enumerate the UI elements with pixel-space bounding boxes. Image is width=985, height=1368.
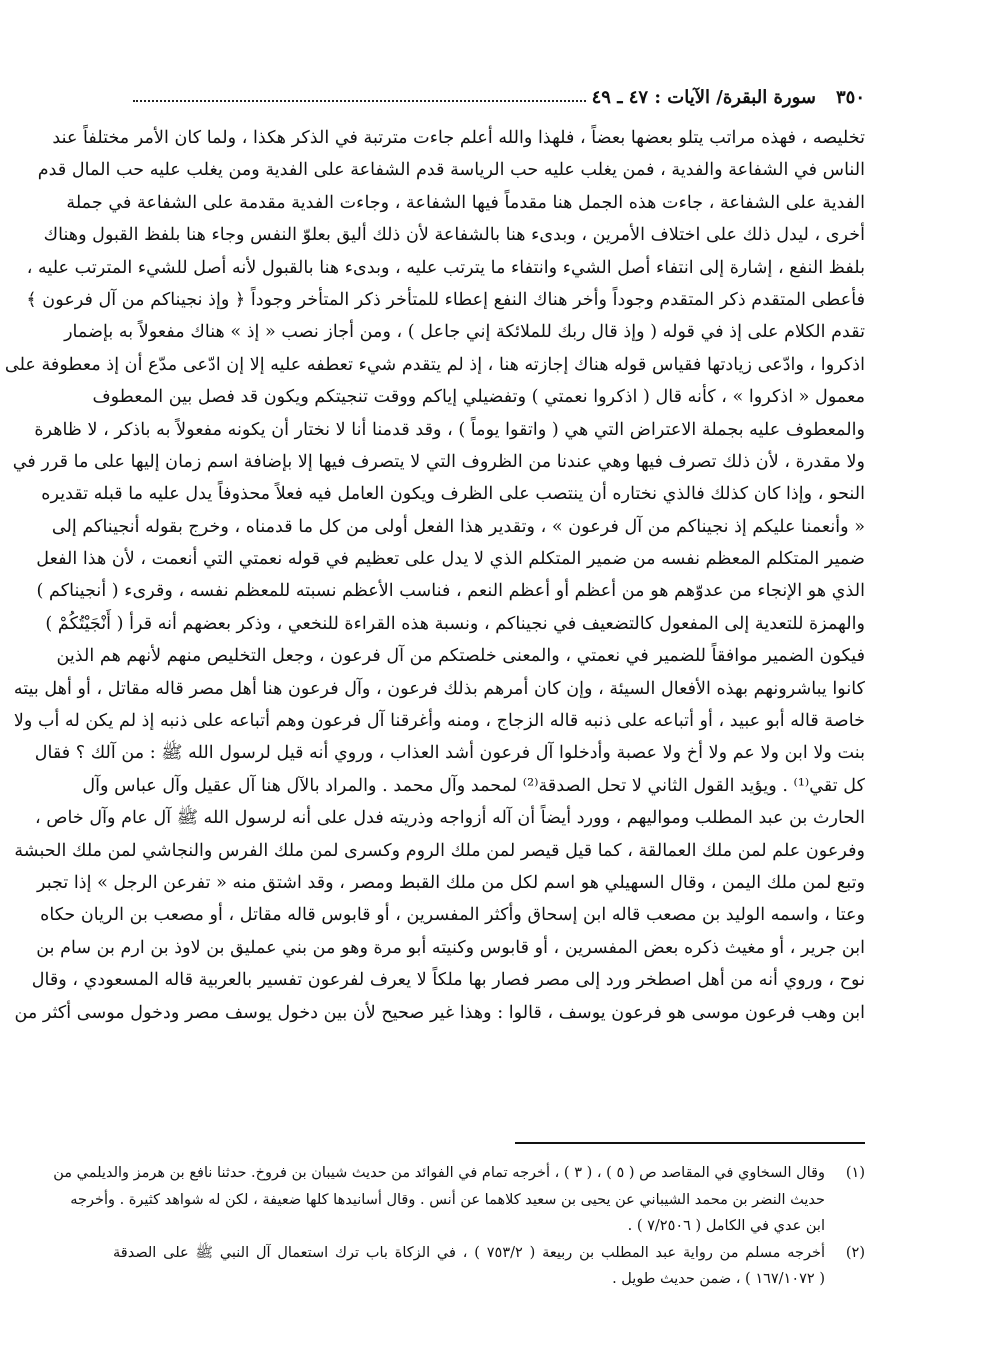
text-line: النحو ، وإذا كان كذلك فالذي نختاره أن ينتصب على الظرف ويكون العامل فيه فعلاً محذوفاً يدل عليه ما قبله تقديره [41,484,865,505]
text-line: « وأنعمنا عليكم إذ نجيناكم من آل فرعون » ، وتقدير هذا الفعل أولى من كل ما قدمناه ، وخرج بقوله أنجيناكم إلى [51,516,865,537]
footnote-line: ابن عدي في الكامل ( ٧/٢٥٠٦ ) . [627,1218,825,1234]
footnote-line: ( ١٦٧/١٠٧٢ ) ، ضمن حديث طويل . [612,1271,825,1287]
page-number: ٣٥٠ [835,86,865,108]
footnote-text [53,1160,825,1240]
text-line: والمعطوف عليه بجملة الاعتراض التي هي ( واتقوا يوماً ) ، وقد قدمنا أنا لا نختار أن يكونه مفعولاً به باذكر ، لا ظاهرة [34,419,865,440]
text-line: خاصة قاله أبو عبيد ، أو أتباعه على ذنبه قاله الزجاج ، ومنه وأغرقنا آل فرعون وهم أتباعه على ذنبه إذ لم يكن له أب ولا [13,711,865,732]
text-line: الفدية على الشفاعة ، جاءت هذه الجمل هنا مقدماً فيها الشفاعة ، وجاءت الفدية مقدمة على الشفاعة في جملة [66,192,865,213]
footnote-number: (١) [845,1165,865,1181]
text-line: فيكون الضمير موافقاً للضمير في نعمتي ، والمعنى خلصتكم من آل فرعون ، وجعل التخليص منهم لأنهم هم الذين [56,646,865,667]
text-line: تقدم الكلام على إذ في قوله ( وإذ قال ربك للملائكة إني جاعل ) ، ومن أجاز نصب « إذ » هناك مفعولاً به بإضمار [64,322,865,343]
text-line: ابن جرير ، أو مغيث ذكره بعض المفسرين ، أو قابوس وكنيته أبو مرة وهو من بني عمليق بن لاوذ بن ارم بن سام بن [36,937,865,958]
text-line: تخليصه ، فهذه مراتب يتلو بعضها بعضاً ، فلهذا والله أعلم جاءت مترتبة في الذكر هكذا ، ولما كان الأمر مختلفاً عند [52,128,865,148]
footnote-line: وقال السخاوي في المقاصد ص ( ٥ ) ، ( ٣ ) ، أخرجه تمام في الفوائد من حديث شيبان بن فروخ. حدثنا نافع بن هرمز والديلمي من [53,1165,825,1181]
text-line: اذكروا ، وادّعى زيادتها فقياس قوله هناك إجازته هنا ، إذ لم يتقدم شيء تعطفه عليه إلا إن ادّعى مدّع أن إذ معطوفة على [4,354,865,375]
footnotes [53,1160,865,1293]
text-line: الحارث بن عبد المطلب ومواليهم ، وورد أيضاً أن آله أزواجه وذريته فدل على أنه لرسول الله ﷺ آل عام وآل خاص ، [34,808,865,829]
text-line: فأعطى المتقدم ذكر المتقدم وجوداً وأخر هناك النفع إعطاء للمتأخر ذكر المتأخر وجوداً ﴿ وإذ نجيناكم من آل فرعون ﴾ [26,289,865,310]
text-line: والهمزة للتعدية إلى المفعول كالتضعيف في نجيناكم ، ونسبة هذه القراءة للنخعي ، وذكر بعضهم أنه قرأ ( أَنْجَيْتُكُمْ ) [45,613,865,634]
text-line: وعتا ، واسمه الوليد بن مصعب قاله ابن إسحاق وأكثر المفسرين ، أو قابوس قاله مقاتل ، أو مصعب بن الريان حكاه [40,905,865,926]
main-text [4,122,865,1029]
text-line: بنت ولا ابن ولا عم ولا أخ ولا عصبة وأدخلوا آل فرعون أشد العذاب ، وروي أنه قيل لرسول الله ﷺ : من آلك ؟ فقال [34,743,865,764]
footnote [113,1240,865,1293]
text-line: نوح ، وروي أنه من أهل اصطخر ورد إلى مصر فصار بها ملكاً لا يعرف لفرعون تفسير بالعربية قاله المسعودي ، وقال [31,970,865,991]
footnote-line: حديث النضر بن محمد الشيباني عن يحيى بن سعيد كلاهما عن أنس . وقال أسانيدها كلها ضعيفة ، لكن له شواهد كثيرة . وأخرجه [70,1191,825,1208]
footnote-text [113,1240,825,1293]
header-dot-leader [133,100,586,102]
text-line: ولا مقدرة ، لأن ذلك تصرف فيها وهي عندنا من الظروف التي لا يتصرف فيها إلا بإضافة اسم زمان إليها على ما قرر في [12,451,865,472]
footnote-separator [515,1142,865,1144]
page-header [127,84,865,110]
running-title: سورة البقرة/ الآيات : ٤٧ ـ ٤٩ [591,86,816,108]
text-line: معمول « اذكروا » ، كأنه قال ( اذكروا نعمتي ) وتفضيلي إياكم ووقت تنجيتكم ويكون قد فصل بين المعطوف [92,387,865,408]
text-line: وتبع لمن ملك اليمن ، وقال السهيلي هو اسم لكل من ملك القبط ومصر ، وقد اشتق منه « تفرعن الرجل » إذا تجبر [37,872,865,893]
text-line: بلفظ النفع ، إشارة إلى انتفاء أصل الشيء وانتفاء ما يترتب عليه ، وبدىء هنا بالقبول لأنه أصل للشيء المترتب عليه ، [26,257,865,278]
text-line: ضمير المتكلم المعظم نفسه من ضمير المتكلم الذي لا يدل على تعظيم في قوله نعمتي التي أنعمت ، لأن هذا الفعل [36,549,865,570]
text-line: وفرعون علم لمن ملك العمالقة ، كما قيل قيصر لمن ملك الروم وكسرى لمن ملك الفرس والنجاشي لمن ملك الحبشة [14,840,865,861]
text-line: كل تقي⁽¹⁾ . ويؤيد القول الثاني لا تحل الصدقة⁽²⁾ لمحمد وآل محمد . والمراد بالآل هنا آل عقيل وآل عباس وآل [82,775,865,796]
text-line: الذي هو الإنجاء من عدوّهم هو من أعظم أو أعظم النعم ، فناسب الأعظم نسبته للمعظم نفسه ، وقرىء ( أنجيناكم ) [36,581,865,602]
footnote-line: أخرجه مسلم من رواية عبد المطلب بن ربيعة ( ٧٥٣/٢ ) ، في الزكاة باب ترك استعمال آل النبي ﷺ على الصدقة [113,1244,825,1261]
footnote [53,1160,865,1240]
text-line: ابن وهب فرعون موسى هو فرعون يوسف ، قالوا : وهذا غير صحيح لأن بين دخول يوسف مصر ودخول موسى أكثر من [14,1002,865,1023]
text-line: كانوا يباشرونهم بهذه الأفعال السيئة ، وإن كان أمرهم بذلك فرعون ، وآل فرعون هنا أهل مصر قاله مقاتل ، أو أهل بيته [13,678,865,699]
text-line: الناس في الشفاعة والفدية ، فمن يغلب عليه حب الرياسة قدم الشفاعة على الفدية ومن يغلب عليه حب المال قدم [37,160,865,181]
footnote-number: (٢) [845,1244,865,1261]
text-line: أخرى ، ليدل ذلك على اختلاف الأمرين ، وبدىء هنا بالشفاعة لأن ذلك أليق بعلوّ النفس وجاء هنا بلفظ القبول وهناك [43,225,865,246]
